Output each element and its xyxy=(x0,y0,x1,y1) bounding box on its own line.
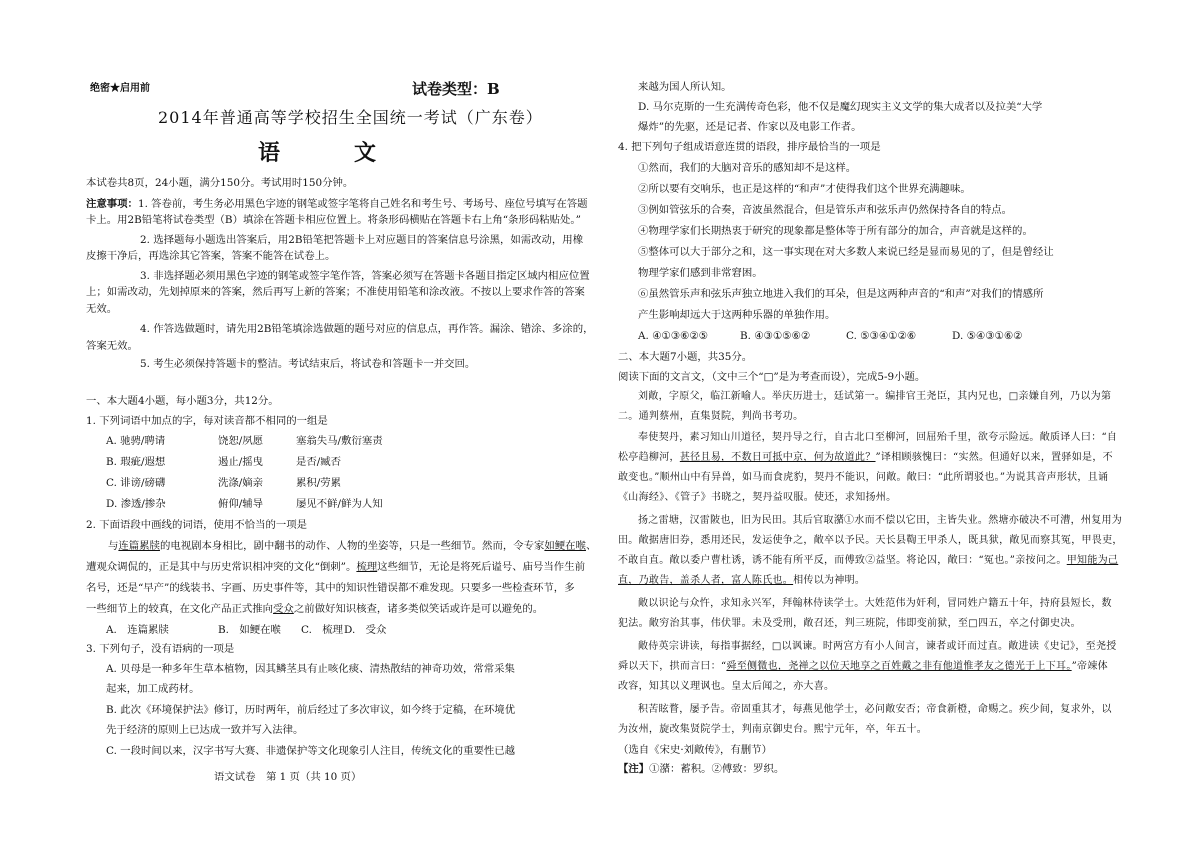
passage-p1: 刘敞，字原父，临江新喻人。举庆历进士，廷试第一。编排官王尧臣，其内兄也，□亲嫌自列，乃以为第 xyxy=(638,391,1112,402)
passage-footnote xyxy=(618,762,784,776)
passage-p5-line-2 xyxy=(618,660,1108,674)
note-5: 5. 考生必须保持答题卡的整洁。考试结束后，将试卷和答题卡一并交回。 xyxy=(140,358,476,370)
q1-option-d-2: 俯仰/辅导 xyxy=(218,498,264,510)
section-2-heading: 二、本大题7小题，共35分。 xyxy=(618,351,753,363)
q2-passage-line-4 xyxy=(86,602,543,616)
q2-option-b: B. 如鲠在喉 xyxy=(218,624,281,636)
q2-text: 这些细节，无论是将死后谥号、庙号当作生前 xyxy=(377,561,585,573)
page-footer: 语文试卷 第 1 页（共 10 页） xyxy=(214,771,362,783)
passage-p2-line-3: 敢变也。”顺州山中有异兽，如马而食虎豹，契丹不能识，问敞。敞曰：“此所谓驳也。”为说其音声形状，且诵 xyxy=(618,472,1109,483)
q1-stem: 1. 下列词语中加点的字，每对读音都不相同的一组是 xyxy=(86,415,328,427)
q3-option-c-cont: 来越为国人所认知。 xyxy=(638,81,732,93)
q4-option-c: C. ⑤③④①②⑥ xyxy=(846,330,917,342)
footnote-label: 【注】 xyxy=(618,763,650,775)
q2-underline-c: 梳理 xyxy=(356,561,378,573)
q1-option-a-3: 塞翁失马/敷衍塞责 xyxy=(296,435,383,447)
note-1-text: 1. 答卷前，考生务必用黑色字迹的钢笔或签字笔将自己姓名和考生号、考场号、座位号填写在答题 xyxy=(137,198,588,210)
q3-option-b: B. 此次《环境保护法》修订，历时两年，前后经过了多次审议，如今终于定稿，在环境优 xyxy=(106,704,516,716)
q4-sentence-5-cont: 物理学家们感到非常窘困。 xyxy=(638,267,763,279)
q1-option-d: D. 渗透/掺杂 xyxy=(106,498,166,510)
q3-option-d-cont: 爆炸”的先驱，还是记者、作家以及电影工作者。 xyxy=(638,121,862,133)
q2-option-c: C. 梳理 xyxy=(301,624,344,636)
q1-option-b-2: 遏止/摇曳 xyxy=(218,456,264,468)
note-4-cont: 答案无效。 xyxy=(86,340,138,352)
passage-source: （选自《宋史·刘敞传》，有删节） xyxy=(618,744,772,756)
q2-text: 与 xyxy=(108,540,119,552)
q4-sentence-2: ②所以要有交响乐，也正是这样的“和声”才使得我们这个世界充满趣味。 xyxy=(638,183,971,195)
q3-option-d: D. 马尔克斯的一生充满传奇色彩，他不仅是魔幻现实主义文学的集大成者以及拉美“大学 xyxy=(638,101,1043,113)
q2-text: 遭观众调侃的，正是其中与历史常识相冲突的文化“倒刺”。 xyxy=(86,561,357,573)
q1-option-c: C. 诽谤/磅礴 xyxy=(106,477,166,489)
passage-p3-line-2: 田。敞据唐旧券，悉用还民，发运使争之，敞卒以予民。天长县鞫王甲杀人，既具狱，敞见而察其冤，甲畏吏， xyxy=(618,535,1123,546)
passage-p3-line-4 xyxy=(618,574,865,588)
q4-stem: 4. 把下列句子组成语意连贯的语段，排序最恰当的一项是 xyxy=(618,141,881,153)
passage-p3: 扬之雷塘，汉雷陂也，旧为民田。其后官取潴①水而不偿以它田，主皆失业。然塘亦破决不可漕，州复用为 xyxy=(638,515,1123,526)
passage-underline-b: 甲知能为己 xyxy=(1066,555,1119,566)
passage-p6: 积苦眩瞀，屡予告。帝固重其才，每燕见他学士，必问敞安否；帝食新橙，命赐之。疾少间，复求外，以 xyxy=(638,704,1112,715)
q2-text: 、 xyxy=(585,540,597,552)
q4-sentence-6-cont: 产生影响却远大于这两种乐器的单独作用。 xyxy=(638,309,836,321)
passage-p2: 奉使契丹，素习知山川道径，契丹导之行，自古北口至柳河，回屈殆千里，欲夸示险远。敞质译人曰：“自 xyxy=(638,432,1118,443)
q2-text: 一些细节上的较真，在文化产品正式推向 xyxy=(86,603,274,615)
note-3: 3. 非选择题必须用黑色字迹的钢笔或签字笔作答，答案必须写在答题卡各题目指定区域内相应位置 xyxy=(140,270,590,282)
passage-p1-cont: 二。通判蔡州，直集贤院，判尚书考功。 xyxy=(618,411,804,422)
note-1-cont: 卡上。用2B铅笔将试卷类型（B）填涂在答题卡相应位置上。将条形码横贴在答题卡右上角“条形码粘贴处。” xyxy=(86,214,581,226)
notes-label: 注意事项： xyxy=(86,198,138,210)
passage-p5-line-3: 改容，知其以义理讽也。皇太后闻之，亦大喜。 xyxy=(618,681,835,692)
q1-option-d-3: 屡见不鲜/鲜为人知 xyxy=(296,498,383,510)
q4-sentence-6: ⑥虽然管乐声和弦乐声独立地进入我们的耳朵，但是这两种声音的“和声”对我们的情感所 xyxy=(638,288,1044,300)
reading-instruction: 阅读下面的文言文，（文中三个“□”是为考查而设），完成5-9小题。 xyxy=(618,371,926,383)
note-4: 4. 作答选做题时，请先用2B铅笔填涂选做题的题号对应的信息点，再作答。漏涂、错涂、多涂的， xyxy=(140,323,594,335)
q4-option-d: D. ⑤④③①⑥② xyxy=(952,330,1023,342)
q2-underline-d: 受众 xyxy=(273,603,294,615)
passage-text: ”帝竦体 xyxy=(1071,661,1108,672)
q2-underline-a: 连篇累牍 xyxy=(118,540,160,552)
note-3-cont: 上；如需改动，先划掉原来的答案，然后再写上新的答案；不准使用铅笔和涂改液。不按以上要求作答的答案 xyxy=(86,286,585,298)
q1-option-a-2: 饶恕/夙愿 xyxy=(218,435,264,447)
q2-stem: 2. 下面语段中画线的词语，使用不恰当的一项是 xyxy=(86,519,308,531)
note-2-cont: 皮擦干净后，再选涂其它答案，答案不能答在试卷上。 xyxy=(86,250,336,262)
q3-option-c: C. 一段时间以来，汉字书写大赛、非遗保护等文化现象引人注目，传统文化的重要性已越 xyxy=(106,745,516,757)
q4-sentence-5: ⑤整体可以大于部分之和，这一事实现在对大多数人来说已经是显而易见的了，但是曾经让 xyxy=(638,246,1054,258)
q2-passage-line-3: 名号，还是“早产”的线装书、字画、历史事件等，其中的知识性错误都不难发现。只要多一些检查环节，多 xyxy=(86,582,575,594)
q1-option-b-3: 是否/臧否 xyxy=(296,456,342,468)
q2-text: 之前做好知识核查，诸多类似笑话或许是可以避免的。 xyxy=(293,603,544,615)
secret-label: 绝密★启用前 xyxy=(90,83,150,94)
q3-option-b-cont: 先于经济的原则上已达成一致并写入法律。 xyxy=(106,724,304,736)
passage-text: 舜以天下，拱而言曰：“ xyxy=(618,661,727,672)
subject-title: 语 文 xyxy=(258,140,403,166)
footnote-text: ①潴：蓄积。②傅致：罗织。 xyxy=(649,763,785,775)
passage-p5: 敞侍英宗讲读，每指事据经，□以讽谏。时两宫方有小人间言，谏者或讦而过直。敞进读《史记》，至尧授 xyxy=(638,641,1117,652)
q2-text: 的电视剧本身相比，剧中翻书的动作、人物的坐姿等，只是一些细节。然而，令专家 xyxy=(159,540,545,552)
passage-p4: 敞以识论与众忤，求知永兴军，拜翰林侍读学士。大姓范伟为奸利，冒同姓户籍五十年，持府县短长，数 xyxy=(638,598,1112,609)
q4-option-b: B. ④③①⑤⑥② xyxy=(740,330,811,342)
q4-sentence-1: ①然而，我们的大脑对音乐的感知却不是这样。 xyxy=(638,162,857,174)
q1-option-c-2: 洗涤/嫡亲 xyxy=(218,477,264,489)
passage-text: ”译相顾骇愧曰：“实然。但通好以来，置驿如是，不 xyxy=(875,452,1113,463)
passage-text: 不敢自直。敞以委户曹杜诱，诱不能有所平反，而傅致②益坚。将论囚，敞曰：“冤也。”亲按问之。 xyxy=(618,555,1067,566)
passage-underline-b-cont: 直，乃敢告，盖杀人者，富人陈氏也。 xyxy=(618,575,794,586)
q1-option-b: B. 瑕疵/遐想 xyxy=(106,456,166,468)
q2-option-d: D. 受众 xyxy=(344,624,387,636)
q3-stem: 3. 下列句子，没有语病的一项是 xyxy=(86,643,235,655)
q3-option-a: A. 贝母是一种多年生草本植物，因其鳞茎具有止咳化痰、清热散结的神奇功效，常常采集 xyxy=(106,663,515,675)
q2-passage-line-2 xyxy=(86,560,585,574)
passage-text: 松亭趋柳河， xyxy=(618,452,680,463)
q1-option-c-3: 累积/劳累 xyxy=(296,477,342,489)
q2-option-a: A. 连篇累牍 xyxy=(106,624,169,636)
passage-p6-line-2: 为汝州，旋改集贤院学士，判南京御史台。熙宁元年，卒，年五十。 xyxy=(618,724,927,735)
q2-underline-b: 如鲠在喉 xyxy=(544,540,586,552)
q1-option-a: A. 驰骋/聘请 xyxy=(106,435,166,447)
q4-sentence-3: ③例如管弦乐的合奏，音波虽然混合，但是管乐声和弦乐声仍然保持各自的特点。 xyxy=(638,204,1013,216)
passage-text: 相传以为神明。 xyxy=(793,575,866,586)
q4-option-a: A. ④①③⑥②⑤ xyxy=(638,330,708,342)
note-2: 2. 选择题每小题选出答案后，用2B铅笔把答题卡上对应题目的答案信息号涂黑，如需改动，用橡 xyxy=(140,234,584,246)
q3-option-a-cont: 起来，加工成药材。 xyxy=(106,683,200,695)
q2-passage-line-1 xyxy=(108,539,596,553)
passage-underline-a: 甚径且易，不数日可抵中京，何为故道此？ xyxy=(679,452,876,463)
paper-type: 试卷类型：B xyxy=(412,80,500,98)
intro-text: 本试卷共8页，24小题，满分150分。考试用时150分钟。 xyxy=(86,177,354,189)
q4-sentence-4: ④物理学家们长期热衷于研究的现象都是整体等于所有部分的加合，声音就是这样的。 xyxy=(638,225,1033,237)
section-1-heading: 一、本大题4小题，每小题3分，共12分。 xyxy=(86,395,279,407)
note-1 xyxy=(86,197,588,211)
passage-p2-line-2 xyxy=(618,451,1113,465)
passage-p3-line-3 xyxy=(618,554,1118,568)
note-3-end: 无效。 xyxy=(86,303,118,315)
passage-p2-line-4: 《山海经》、《管子》书晓之，契丹益叹服。使还，求知扬州。 xyxy=(618,492,897,503)
exam-title: 2014年普通高等学校招生全国统一考试（广东卷） xyxy=(158,108,543,127)
passage-underline-c: 舜至侧微也，尧禅之以位天地享之百姓戴之非有他道惟孝友之德光于上下耳。 xyxy=(726,661,1072,672)
passage-p4-line-2: 犯法。敞穷治其事，伟伏罪。未及受刑，敞召还，判三班院，伟即变前狱，至□四五，卒之付御史决。 xyxy=(618,618,1081,629)
